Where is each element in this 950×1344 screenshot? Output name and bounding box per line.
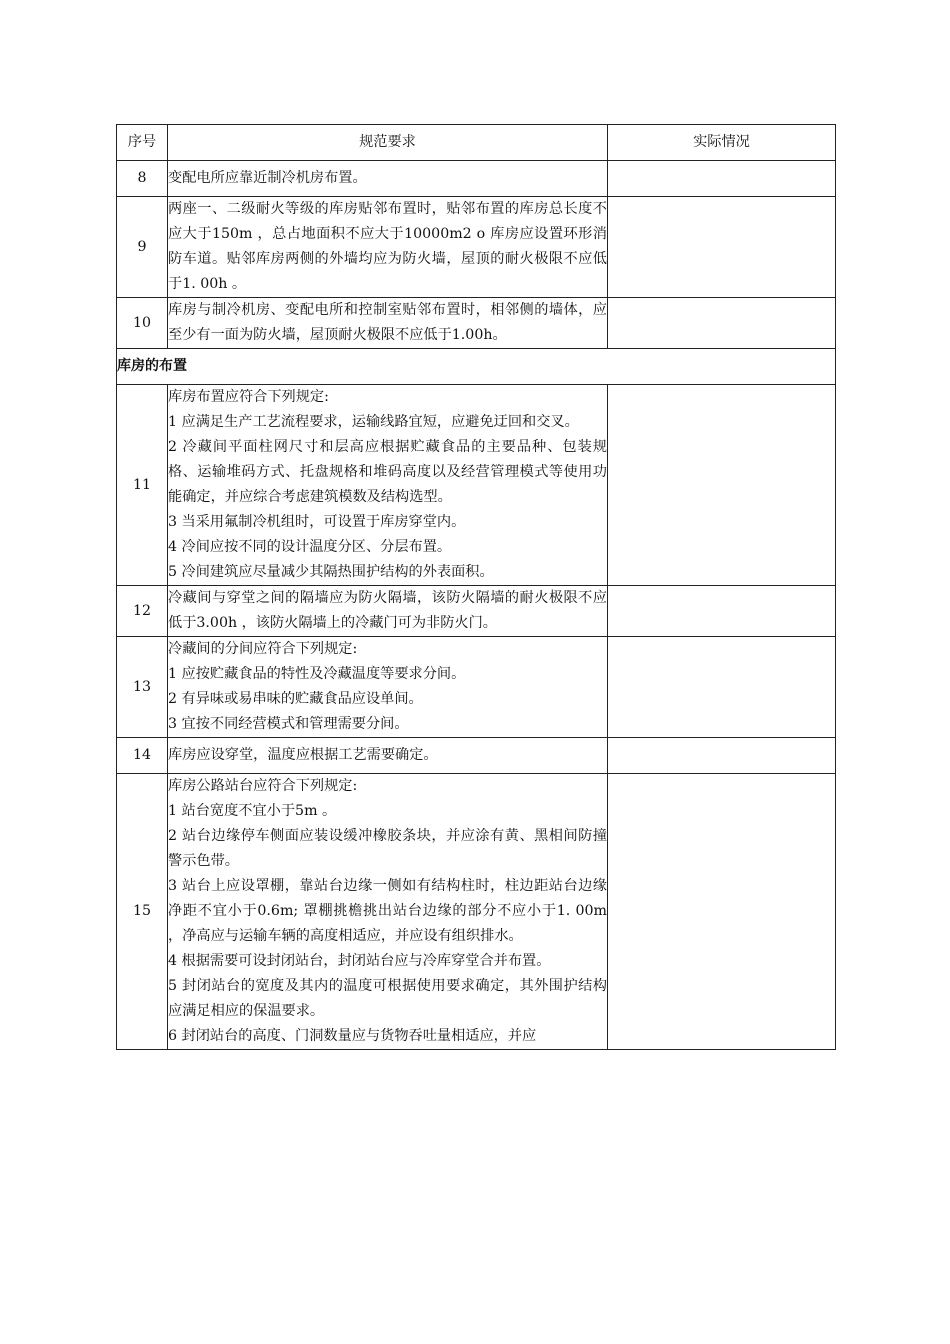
requirement-line: 5 冷间建筑应尽量减少其隔热围护结构的外表面积。 — [168, 564, 494, 580]
table-row — [117, 197, 836, 298]
table-row — [117, 161, 836, 197]
header-requirement: 规范要求 — [168, 125, 608, 161]
requirement-line: 4 根据需要可设封闭站台，封闭站台应与冷库穿堂合并布置。 — [168, 953, 551, 969]
actual-cell — [608, 385, 836, 586]
table-row — [117, 738, 836, 774]
requirement-line: 2 站台边缘停车侧面应装设缓冲橡胶条块，并应涂有黄、黑相间防撞警示色带。 — [168, 828, 607, 869]
row-number: 9 — [117, 197, 168, 298]
requirement-cell — [168, 774, 608, 1050]
header-actual: 实际情况 — [608, 125, 836, 161]
requirement-cell — [168, 385, 608, 586]
requirement-line: 6 封闭站台的高度、门洞数量应与货物吞吐量相适应，并应 — [168, 1028, 537, 1044]
section-title: 库房的布置 — [117, 349, 836, 385]
row-number: 8 — [117, 161, 168, 197]
requirement-cell — [168, 197, 608, 298]
requirement-line: 2 冷藏间平面柱网尺寸和层高应根据贮藏食品的主要品种、包装规格、运输堆码方式、托盘规格和堆码高度以及经营管理模式等使用功能确定，并应综合考虑建筑模数及结构选型。 — [168, 439, 607, 505]
requirement-line: 库房公路站台应符合下列规定: — [168, 778, 358, 794]
requirement-line: 1 应满足生产工艺流程要求，运输线路宜短，应避免迂回和交叉。 — [168, 414, 579, 430]
requirement-line: 3 站台上应设罩棚，靠站台边缘一侧如有结构柱时，柱边距站台边缘净距不宜小于0.6m; 罩棚挑檐挑出站台边缘的部分不应小于1. 00m ，净高应与运输车辆的高度相适应，并应设有组织排水。 — [168, 878, 607, 944]
requirement-line: 库房应设穿堂，温度应根据工艺需要确定。 — [168, 747, 438, 763]
spec-table — [116, 124, 836, 1050]
actual-cell — [608, 197, 836, 298]
header-row — [117, 125, 836, 161]
actual-cell — [608, 738, 836, 774]
requirement-line: 冷藏间与穿堂之间的隔墙应为防火隔墙，该防火隔墙的耐火极限不应低于3.00h ，该防火隔墙上的冷藏门可为非防火门。 — [168, 590, 607, 631]
requirement-line: 冷藏间的分间应符合下列规定: — [168, 641, 358, 657]
actual-cell — [608, 586, 836, 637]
requirement-cell — [168, 586, 608, 637]
requirement-cell — [168, 637, 608, 738]
table-row — [117, 637, 836, 738]
requirement-cell — [168, 161, 608, 197]
table-row — [117, 774, 836, 1050]
requirement-line: 3 当采用氟制冷机组时，可设置于库房穿堂内。 — [168, 514, 466, 530]
row-number: 15 — [117, 774, 168, 1050]
row-number: 10 — [117, 298, 168, 349]
row-number: 11 — [117, 385, 168, 586]
requirement-line: 两座一、二级耐火等级的库房贴邻布置时，贴邻布置的库房总长度不应大于150m ，总占地面积不应大于10000m2 o 库房应设置环形消防车道。贴邻库房两侧的外墙均应为防火墙，屋顶的耐火极限不应低于1. 00h 。 — [168, 201, 607, 292]
row-number: 13 — [117, 637, 168, 738]
requirement-line: 变配电所应靠近制冷机房布置。 — [168, 170, 367, 186]
row-number: 12 — [117, 586, 168, 637]
section-row — [117, 349, 836, 385]
actual-cell — [608, 774, 836, 1050]
requirement-line: 库房与制冷机房、变配电所和控制室贴邻布置时，相邻侧的墙体，应至少有一面为防火墙，屋顶耐火极限不应低于1.00h。 — [168, 302, 607, 343]
header-no: 序号 — [117, 125, 168, 161]
table-row — [117, 385, 836, 586]
table-row — [117, 298, 836, 349]
rows-group-b — [117, 385, 836, 1050]
requirement-line: 1 应按贮藏食品的特性及冷藏温度等要求分间。 — [168, 666, 466, 682]
requirement-line: 5 封闭站台的宽度及其内的温度可根据使用要求确定，其外围护结构应满足相应的保温要求。 — [168, 978, 607, 1019]
table-row — [117, 586, 836, 637]
actual-cell — [608, 161, 836, 197]
requirement-line: 2 有异味或易串味的贮藏食品应设单间。 — [168, 691, 423, 707]
requirement-line: 1 站台宽度不宜小于5m 。 — [168, 803, 337, 819]
rows-group-a — [117, 161, 836, 349]
requirement-cell — [168, 738, 608, 774]
row-number: 14 — [117, 738, 168, 774]
actual-cell — [608, 637, 836, 738]
requirement-line: 3 宜按不同经营模式和管理需要分间。 — [168, 716, 409, 732]
requirement-line: 4 冷间应按不同的设计温度分区、分层布置。 — [168, 539, 452, 555]
requirement-cell — [168, 298, 608, 349]
requirement-line: 库房布置应符合下列规定: — [168, 389, 329, 405]
actual-cell — [608, 298, 836, 349]
